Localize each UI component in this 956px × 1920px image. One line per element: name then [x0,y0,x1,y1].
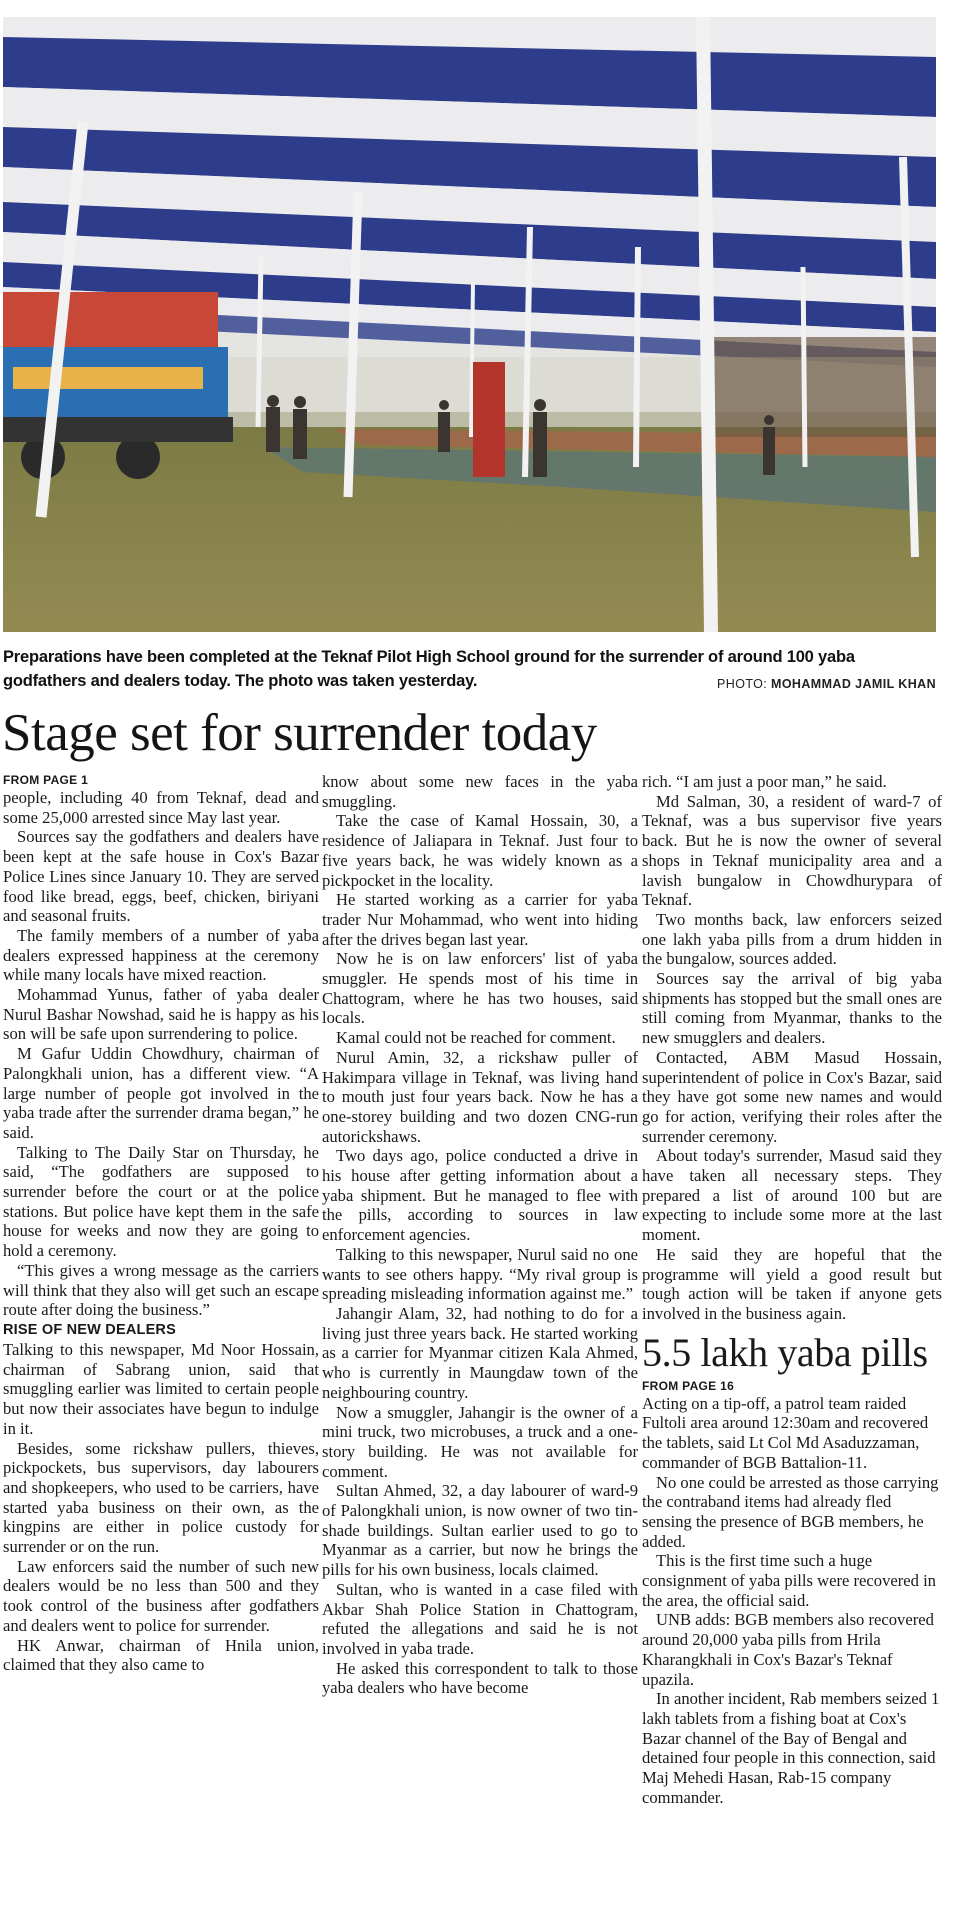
paragraph: No one could be arrested as those carrying the contraband items had already fled sensing the presence of BGB members, he added. [642,1472,939,1551]
chair-stack [473,362,505,477]
paragraph: Now a smuggler, Jahangir is the owner of a mini truck, two microbuses, a truck and a one-story building. He was not available for comment. [322,1402,638,1481]
paragraph: The family members of a number of yaba dealers expressed happiness at the ceremony while many locals have mixed reaction. [3,925,319,985]
paragraph: He started working as a carrier for yaba trader Nur Mohammad, who went into hiding after the drives began last year. [322,890,638,949]
paragraph: Sultan, who is wanted in a case filed with Akbar Shah Police Station in Chattogram, refuted the allegations and said he is not involved in yaba trade. [322,1579,638,1658]
paragraph: Two days ago, police conducted a drive in his house after getting information about a yaba shipment. But he managed to flee with the pills, according to sources in law enforcement agencies. [322,1146,638,1245]
paragraph: He asked this correspondent to talk to those yaba dealers who have become [322,1658,638,1698]
paragraph: Md Salman, 30, a resident of ward-7 of Teknaf, was a bus supervisor five years back. But he is now the owner of several shops in Teknaf municipality area and a lavish bungalow in Chowdhurypara of Teknaf. [642,791,942,910]
paragraph: Sources say the godfathers and dealers have been kept at the safe house in Cox's Bazar Police Lines since January 10. They are served food like bread, eggs, beef, chicken, biriyani and seasonal fruits. [3,827,319,926]
paragraph: UNB adds: BGB members also recovered around 20,000 yaba pills from Hrila Kharangkhali in Cox's Bazar's Teknaf upazila. [642,1610,934,1689]
news-photo [3,17,936,632]
paragraph: Besides, some rickshaw pullers, thieves, pickpockets, bus supervisors, day labourers and shopkeepers, who used to be carriers, have started yaba business on their own, as the kingpins are either in police custody for surrender or on the run. [3,1438,319,1557]
paragraph: HK Anwar, chairman of Hnila union, claimed that they also came to [3,1635,319,1675]
paragraph: Contacted, ABM Masud Hossain, superintendent of police in Cox's Bazar, said they have got some new names and would go for action, verifying their roles after the surrender ceremony. [642,1047,942,1146]
photo-caption: Preparations have been completed at the Teknaf Pilot High School ground for the surrender of around 100 yaba godfathers and dealers today. The photo was taken yesterday. [3,648,855,690]
paragraph: Kamal could not be reached for comment. [336,1028,616,1048]
chairs-area [703,337,936,437]
dateline: FROM PAGE 16 [642,1378,735,1393]
subhead: RISE OF NEW DEALERS [3,1321,176,1338]
paragraph: Two months back, law enforcers seized one lakh yaba pills from a drum hidden in the bungalow, sources added. [642,909,942,969]
tent-photo-illustration [3,17,936,632]
headline: Stage set for surrender today [2,704,597,762]
paragraph: know about some new faces in the yaba smuggling. [322,772,638,811]
article-column-1 [3,772,319,1675]
photo-credit-name: MOHAMMAD JAMIL KHAN [771,677,936,691]
article-column-3 [642,772,942,1807]
paragraph: Talking to this newspaper, Nurul said no one wants to see others happy. “My rival group is spreading misleading information against me.” [322,1244,638,1304]
paragraph: Talking to The Daily Star on Thursday, he said, “The godfathers are supposed to surrender before the court or at the police stations. But police have kept them in the safe house for weeks and now they are going to hold a ceremony. [3,1142,319,1261]
photo-credit-label: PHOTO: [717,677,771,691]
paragraph: Acting on a tip-off, a patrol team raided Fultoli area around 12:30am and recovered the tablets, said Lt Col Md Asaduzzaman, commander of BGB Battalion-11. [642,1393,929,1472]
photo-credit [717,677,936,691]
second-story [642,1330,942,1808]
paragraph: Take the case of Kamal Hossain, 30, a residence of Jaliapara in Teknaf. Just four to five years back, he was widely known as a pickpocket in the locality. [322,811,638,890]
paragraph: Talking to this newspaper, Md Noor Hossain, chairman of Sabrang union, said that smuggling earlier was limited to certain people but now their associates have begun to indulge in it. [3,1339,319,1438]
paragraph: Nurul Amin, 32, a rickshaw puller of Hakimpara village in Teknaf, was living hand to mouth just four years back. Now he has a one-storey building and two dozen CNG-run autorickshaws. [322,1047,638,1146]
paragraph: “This gives a wrong message as the carriers will think that they also will get such an escape route after doing the business.” [3,1260,319,1320]
second-headline: 5.5 lakh yaba pills [642,1329,928,1375]
paragraph: About today's surrender, Masud said they have taken all necessary steps. They prepared a list of around 100 but are expecting to include some more at the last moment. [642,1146,942,1245]
paragraph: Now he is on law enforcers' list of yaba smuggler. He spends most of his time in Chattogram, where he has two houses, said locals. [322,949,638,1028]
paragraph: Jahangir Alam, 32, had nothing to do for a living just three years back. He started working as a carrier for Myanmar citizen Kala Ahmed, who is currently in Maungdaw town of the neighbouring country. [322,1303,638,1402]
paragraph: rich. “I am just a poor man,” he said. [642,772,887,791]
paragraph: Sources say the arrival of big yaba shipments has stopped but the small ones are still coming from Myanmar, thanks to the new smugglers and dealers. [642,969,942,1048]
paragraph: M Gafur Uddin Chowdhury, chairman of Palongkhali union, has a different view. “A large number of people got involved in the yaba trade after the surrender drama began,” he said. [3,1044,319,1142]
paragraph: He said they are hopeful that the programme will yield a good result but tough action will be taken if anyone gets involved in the business again. [642,1244,942,1323]
paragraph: In another incident, Rab members seized 1 lakh tablets from a fishing boat at Cox's Bazar channel of the Bay of Bengal and detained four people in this connection, said Maj Mehedi Hasan, Rab-15 company commander. [642,1689,940,1807]
paragraph: Sultan Ahmed, 32, a day labourer of ward-9 of Palongkhali union, is now owner of two tin-shade buildings. Sultan earlier used to go to Myanmar as a carrier, but now he brings the pills for his own business, locals claimed. [322,1481,638,1580]
paragraph: This is the first time such a huge consignment of yaba pills were recovered in the area, the official said. [642,1551,936,1610]
dateline: FROM PAGE 1 [3,773,89,787]
paragraph: people, including 40 from Teknaf, dead and some 25,000 arrested since May last year. [3,788,319,827]
article-column-2 [322,772,638,1698]
paragraph: Mohammad Yunus, father of yaba dealer Nurul Bashar Nowshad, said he is happy as his son will be safe upon surrendering to police. [3,985,319,1044]
paragraph: Law enforcers said the number of such new dealers would be no less than 500 and they took control of the business after godfathers and dealers went to police for surrender. [3,1556,319,1635]
